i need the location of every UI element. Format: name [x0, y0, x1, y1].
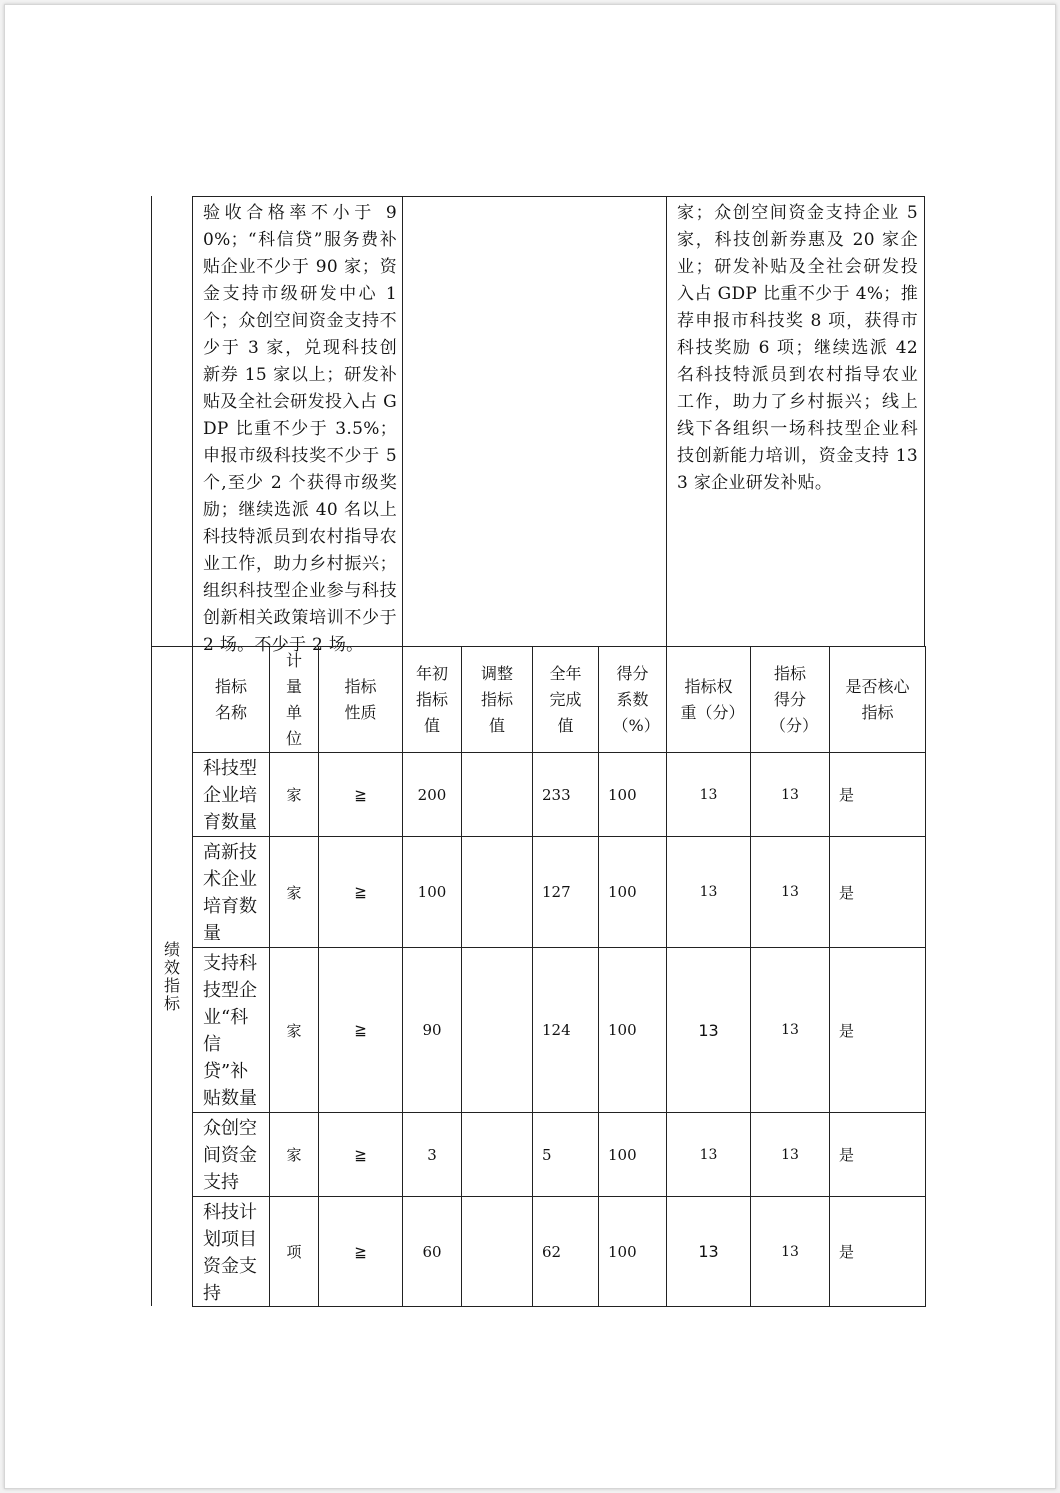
row-1-unit: [269, 752, 319, 837]
row-2-is-core: [829, 836, 926, 948]
nature-value: ≧: [354, 1145, 367, 1164]
row-1-completed-value: [532, 752, 599, 837]
completed-value-value: 124: [542, 1021, 571, 1039]
header-score-coefficient-label: 得分系数（%）: [612, 663, 660, 735]
row-3-score: [750, 947, 830, 1113]
row-5-initial-value: [402, 1196, 462, 1307]
row-2-adjusted-value: [461, 836, 533, 948]
row-4-is-core: [829, 1112, 926, 1197]
completed-value-value: 62: [542, 1242, 562, 1261]
nature-value: ≧: [354, 1021, 367, 1039]
header-is-core-label: 是否核心指标: [845, 676, 910, 722]
completed-value-value: 5: [542, 1145, 552, 1164]
is-core-value: 是: [839, 786, 855, 804]
row-4-weight: [666, 1112, 751, 1197]
weight-value: 13: [698, 1242, 719, 1261]
row-2-score-coefficient: [598, 836, 667, 948]
weight-value: 13: [699, 786, 718, 803]
row-3-score-coefficient: [598, 947, 667, 1113]
initial-value-value: 100: [417, 883, 447, 901]
header-score: [750, 646, 830, 753]
score-coefficient-value: 100: [608, 1242, 637, 1261]
score-coefficient-value: 100: [608, 1021, 637, 1039]
completion-description-cell: 家；众创空间资金支持企业 5 家，科技创新券惠及 20 家企业；研发补贴及全社会研发投入占 GDP 比重不少于 4%；推荐申报市科技奖 8 项，获得市科技奖励 6 项；继续选派 42 名科技特派员到农村指导农业工作，助力了乡村振兴；线上线下各组织一场科技型企业科技创新能力培训，资金支持 133 家企业研发补贴。: [666, 196, 925, 647]
row-4-initial-value: [402, 1112, 462, 1197]
row-3-weight: [666, 947, 751, 1113]
row-2-nature: [318, 836, 403, 948]
initial-value-value: 3: [427, 1145, 437, 1164]
row-1-score: [750, 752, 830, 837]
row-1-initial-value: [402, 752, 462, 837]
indicator-name-value: 高新技术企业培育数量: [203, 842, 257, 944]
row-3-adjusted-value: [461, 947, 533, 1113]
row-4-unit: [269, 1112, 319, 1197]
row-1-indicator-name: [192, 752, 270, 837]
row-5-weight: [666, 1196, 751, 1307]
row-2-unit: [269, 836, 319, 948]
header-completed-value-label: 全年完成值: [549, 663, 582, 735]
header-unit: [269, 646, 319, 753]
row-1-score-coefficient: [598, 752, 667, 837]
is-core-value: 是: [839, 1243, 855, 1261]
header-initial-value-label: 年初指标值: [415, 663, 448, 735]
header-adjusted-value: [461, 646, 533, 753]
row-4-completed-value: [532, 1112, 599, 1197]
row-2-score: [750, 836, 830, 948]
weight-value: 13: [699, 884, 718, 900]
score-coefficient-value: 100: [608, 883, 637, 901]
indicator-name-value: 众创空间资金支持: [203, 1118, 257, 1193]
row-5-unit: [269, 1196, 319, 1307]
row-5-adjusted-value: [461, 1196, 533, 1307]
row-3-initial-value: [402, 947, 462, 1113]
row-4-adjusted-value: [461, 1112, 533, 1197]
header-indicator-name-label: 指标名称: [214, 676, 247, 722]
nature-value: ≧: [354, 883, 367, 901]
side-label: 绩效指标: [163, 939, 180, 1013]
row-1-adjusted-value: [461, 752, 533, 837]
indicator-name-value: 科技计划项目资金支持: [203, 1201, 257, 1304]
score-value: 13: [781, 1243, 799, 1260]
initial-value-value: 200: [417, 785, 447, 804]
header-nature-label: 指标性质: [344, 676, 377, 722]
header-weight: [666, 646, 751, 753]
header-is-core: [829, 646, 926, 753]
row-3-completed-value: [532, 947, 599, 1113]
weight-value: 13: [699, 1146, 718, 1163]
row-1-is-core: [829, 752, 926, 837]
indicator-name-value: 支持科技型企业“科信贷”补贴数量: [203, 953, 257, 1109]
empty-middle-cell: [402, 196, 667, 647]
indicator-name-value: 科技型企业培育数量: [203, 758, 257, 833]
row-2-initial-value: [402, 836, 462, 948]
weight-value: 13: [698, 1020, 719, 1040]
row-2-weight: [666, 836, 751, 948]
row-4-indicator-name: [192, 1112, 270, 1197]
row-4-score: [750, 1112, 830, 1197]
unit-value: 家: [286, 1146, 302, 1164]
document-page: [4, 4, 1056, 1489]
row-5-nature: [318, 1196, 403, 1307]
unit-value: 家: [286, 786, 302, 804]
row-4-nature: [318, 1112, 403, 1197]
row-5-score: [750, 1196, 830, 1307]
header-score-label: 指标得分（分）: [770, 663, 819, 735]
row-2-completed-value: [532, 836, 599, 948]
unit-value: 家: [286, 883, 302, 902]
initial-value-value: 60: [422, 1242, 442, 1261]
performance-side-label-cell: [151, 646, 193, 1306]
score-coefficient-value: 100: [608, 1145, 637, 1164]
score-value: 13: [781, 786, 799, 803]
unit-value: 项: [286, 1243, 302, 1261]
header-score-coefficient: [598, 646, 667, 753]
row-3-indicator-name: [192, 947, 270, 1113]
score-coefficient-value: 100: [608, 785, 637, 804]
completed-value-value: 127: [542, 883, 571, 901]
header-weight-label: 指标权重（分）: [680, 676, 745, 722]
row-3-nature: [318, 947, 403, 1113]
unit-value: 家: [286, 1021, 302, 1040]
row-5-is-core: [829, 1196, 926, 1307]
is-core-value: 是: [839, 883, 855, 902]
header-unit-label: 计量单位: [285, 650, 302, 748]
header-initial-value: [402, 646, 462, 753]
row-3-is-core: [829, 947, 926, 1113]
row-5-indicator-name: [192, 1196, 270, 1307]
header-adjusted-value-label: 调整指标值: [480, 663, 513, 735]
row-3-unit: [269, 947, 319, 1113]
initial-value-value: 90: [422, 1021, 442, 1039]
row-1-weight: [666, 752, 751, 837]
header-indicator-name: [192, 646, 270, 753]
nature-value: ≧: [354, 1242, 367, 1261]
is-core-value: 是: [839, 1021, 855, 1040]
row-4-score-coefficient: [598, 1112, 667, 1197]
row-2-indicator-name: [192, 836, 270, 948]
target-description-cell: 验收合格率不小于 90%；“科信贷”服务费补贴企业不少于 90 家；资金支持市级研发中心 1 个；众创空间资金支持不少于 3 家，兑现科技创新券 15 家以上；研发补贴及全社会研发投入占 GDP 比重不少于 3.5%；申报市级科技奖不少于 5 个,至少 2 个获得市级奖励；继续选派 40 名以上科技特派员到农村指导农业工作，助力乡村振兴；组织科技型企业参与科技创新相关政策培训不少于 2 场。不少于 2 场。: [192, 196, 403, 647]
score-value: 13: [781, 884, 799, 900]
row-5-completed-value: [532, 1196, 599, 1307]
row-1-nature: [318, 752, 403, 837]
row-5-score-coefficient: [598, 1196, 667, 1307]
score-value: 13: [781, 1146, 799, 1163]
score-value: 13: [781, 1022, 799, 1038]
nature-value: ≧: [354, 785, 367, 804]
header-nature: [318, 646, 403, 753]
is-core-value: 是: [839, 1146, 855, 1164]
header-completed-value: [532, 646, 599, 753]
completed-value-value: 233: [542, 785, 571, 804]
